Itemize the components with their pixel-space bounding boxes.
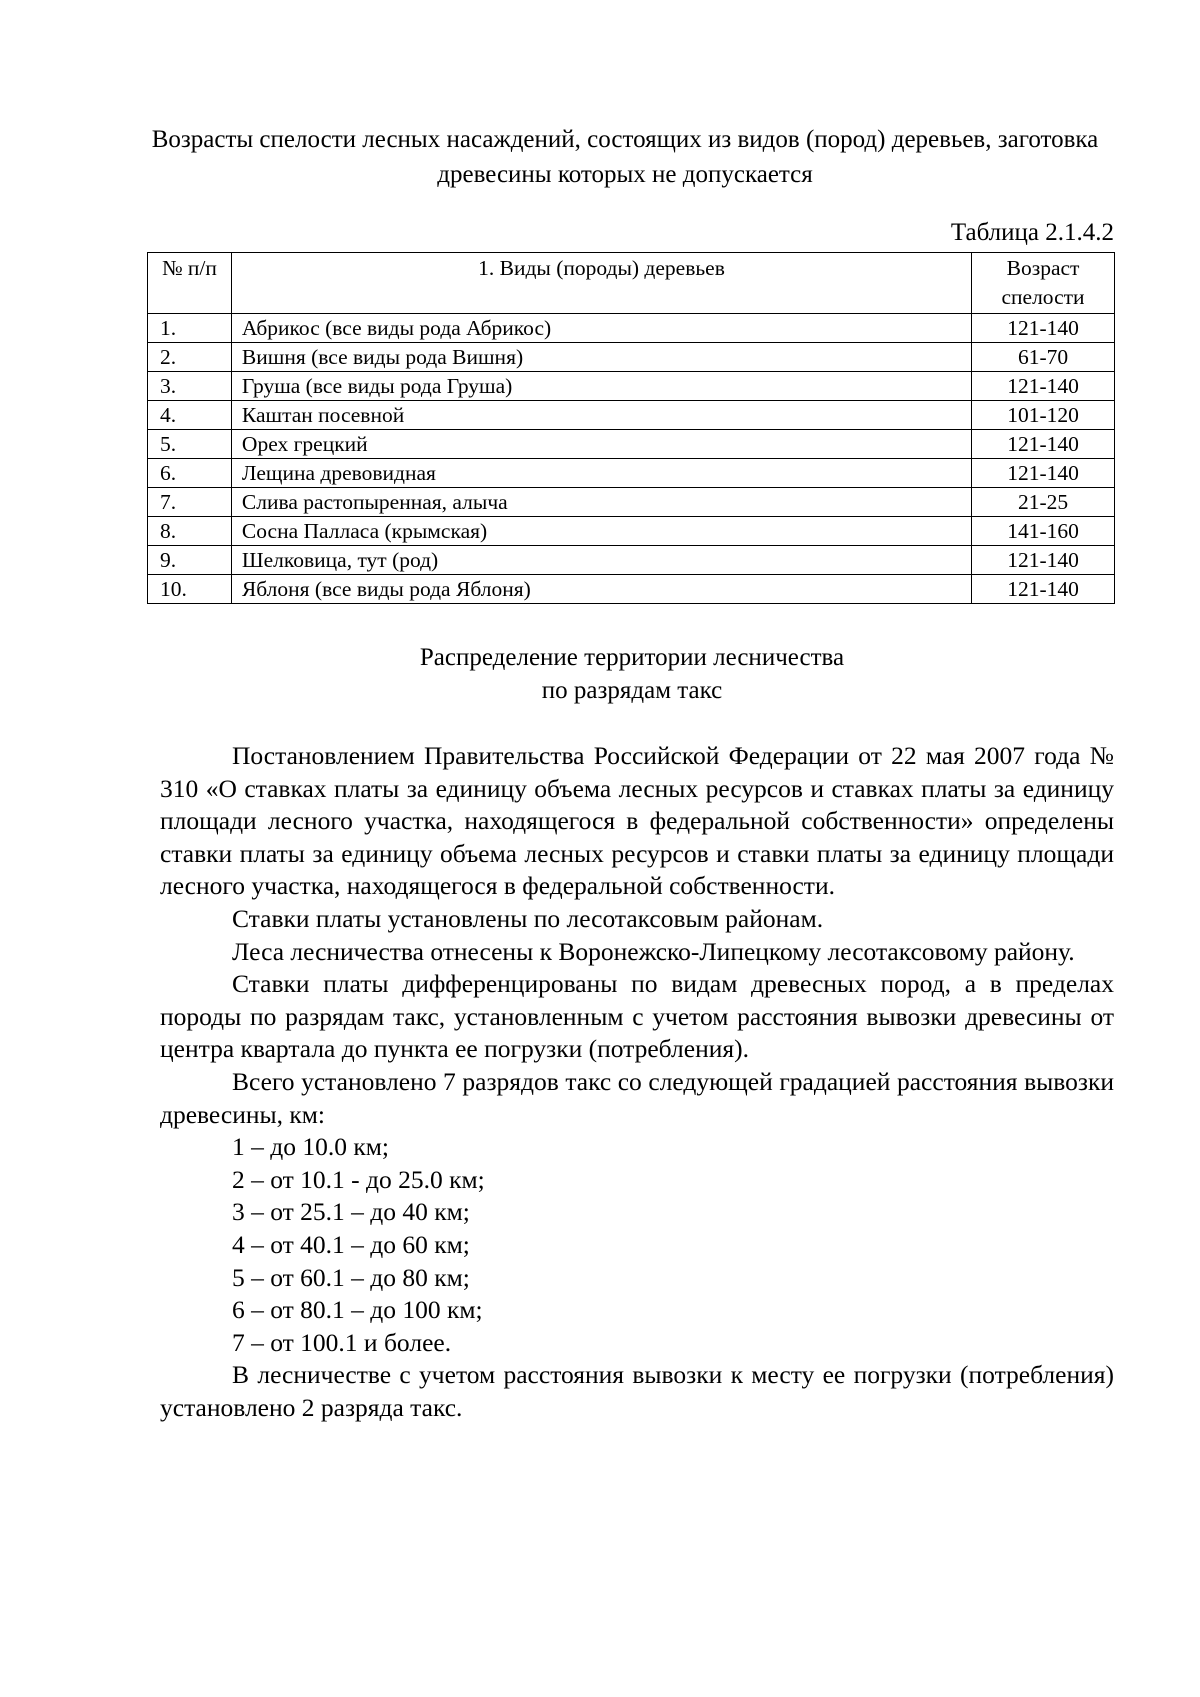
cell-age: 61-70 [972,343,1115,372]
table-row [148,401,1115,430]
cell-num: 6. [148,459,232,488]
grade-item: 4 – от 40.1 – до 60 км; [232,1229,470,1259]
cell-age: 21-25 [972,488,1115,517]
table-title [150,122,1100,192]
header-num: № п/п [148,253,232,314]
paragraph: Ставки платы дифференцированы по видам древесных пород, а в пределах породы по разрядам такс, установленным с учетом расстояния вывозки древесины от центра квартала до пункта ее погрузки (потребления). [160,969,1114,1064]
cell-species: Шелковица, тут (род) [231,546,971,575]
cell-age: 121-140 [972,372,1115,401]
table-title-text: Возрасты спелости лесных насаждений, состоящих из видов (пород) деревьев, заготовка древесины которых не допускается [151,126,1099,188]
cell-species: Каштан посевной [231,401,971,430]
cell-species: Сосна Палласа (крымская) [231,517,971,546]
grade-item: 6 – от 80.1 – до 100 км; [232,1295,483,1325]
cell-species: Орех грецкий [231,430,971,459]
table-row [148,459,1115,488]
cell-num: 5. [148,430,232,459]
cell-species: Яблоня (все виды рода Яблоня) [231,575,971,604]
cell-num: 10. [148,575,232,604]
grade-item: 2 – от 10.1 - до 25.0 км; [232,1164,485,1194]
table-row [148,488,1115,517]
body-text [160,740,1114,1424]
cell-age: 121-140 [972,459,1115,488]
cell-species: Абрикос (все виды рода Абрикос) [231,314,971,343]
cell-age: 121-140 [972,314,1115,343]
paragraph: В лесничестве с учетом расстояния вывозки к месту ее погрузки (потребления) установлено 2 разряда такс. [160,1360,1114,1422]
grade-item: 1 – до 10.0 км; [232,1132,389,1162]
section-heading-line: Распределение территории лесничества [419,644,845,671]
grade-item: 5 – от 60.1 – до 80 км; [232,1262,470,1292]
table-row [148,575,1115,604]
cell-age: 121-140 [972,430,1115,459]
cell-age: 141-160 [972,517,1115,546]
table-row [148,343,1115,372]
cell-age: 101-120 [972,401,1115,430]
maturity-age-table [147,252,1115,604]
cell-num: 4. [148,401,232,430]
cell-num: 8. [148,517,232,546]
header-age: Возраст спелости [972,253,1115,314]
paragraph: Леса лесничества отнесены к Воронежско-Липецкому лесотаксовому району. [232,936,1075,966]
cell-species: Слива растопыренная, алыча [231,488,971,517]
grade-item: 3 – от 25.1 – до 40 км; [232,1197,470,1227]
table-number: Таблица 2.1.4.2 [950,219,1114,246]
cell-num: 3. [148,372,232,401]
table-row [148,314,1115,343]
section-heading-line: по разрядам такс [541,677,723,704]
cell-age: 121-140 [972,575,1115,604]
table-row [148,546,1115,575]
grade-item: 7 – от 100.1 и более. [232,1327,452,1357]
cell-num: 1. [148,314,232,343]
header-species: 1. Виды (породы) деревьев [231,253,971,314]
cell-num: 9. [148,546,232,575]
cell-species: Лещина древовидная [231,459,971,488]
cell-species: Груша (все виды рода Груша) [231,372,971,401]
cell-age: 121-140 [972,546,1115,575]
cell-species: Вишня (все виды рода Вишня) [231,343,971,372]
paragraph: Постановлением Правительства Российской Федерации от 22 мая 2007 года № 310 «О ставках платы за единицу объема лесных ресурсов и ставках платы за единицу площади лесного участка, находящегося в федеральной собственности» определены ставки платы за единицу объема лесных ресурсов и ставки платы за единицу площади лесного участка, находящегося в федеральной собственности. [160,741,1114,901]
paragraph: Ставки платы установлены по лесотаксовым районам. [232,903,824,933]
table-row [148,517,1115,546]
table-header-row [148,253,1115,314]
section-heading [150,641,1114,707]
table-row [148,430,1115,459]
table-row [148,372,1115,401]
cell-num: 7. [148,488,232,517]
paragraph: Всего установлено 7 разрядов такс со следующей градацией расстояния вывозки древесины, км: [160,1066,1114,1129]
cell-num: 2. [148,343,232,372]
